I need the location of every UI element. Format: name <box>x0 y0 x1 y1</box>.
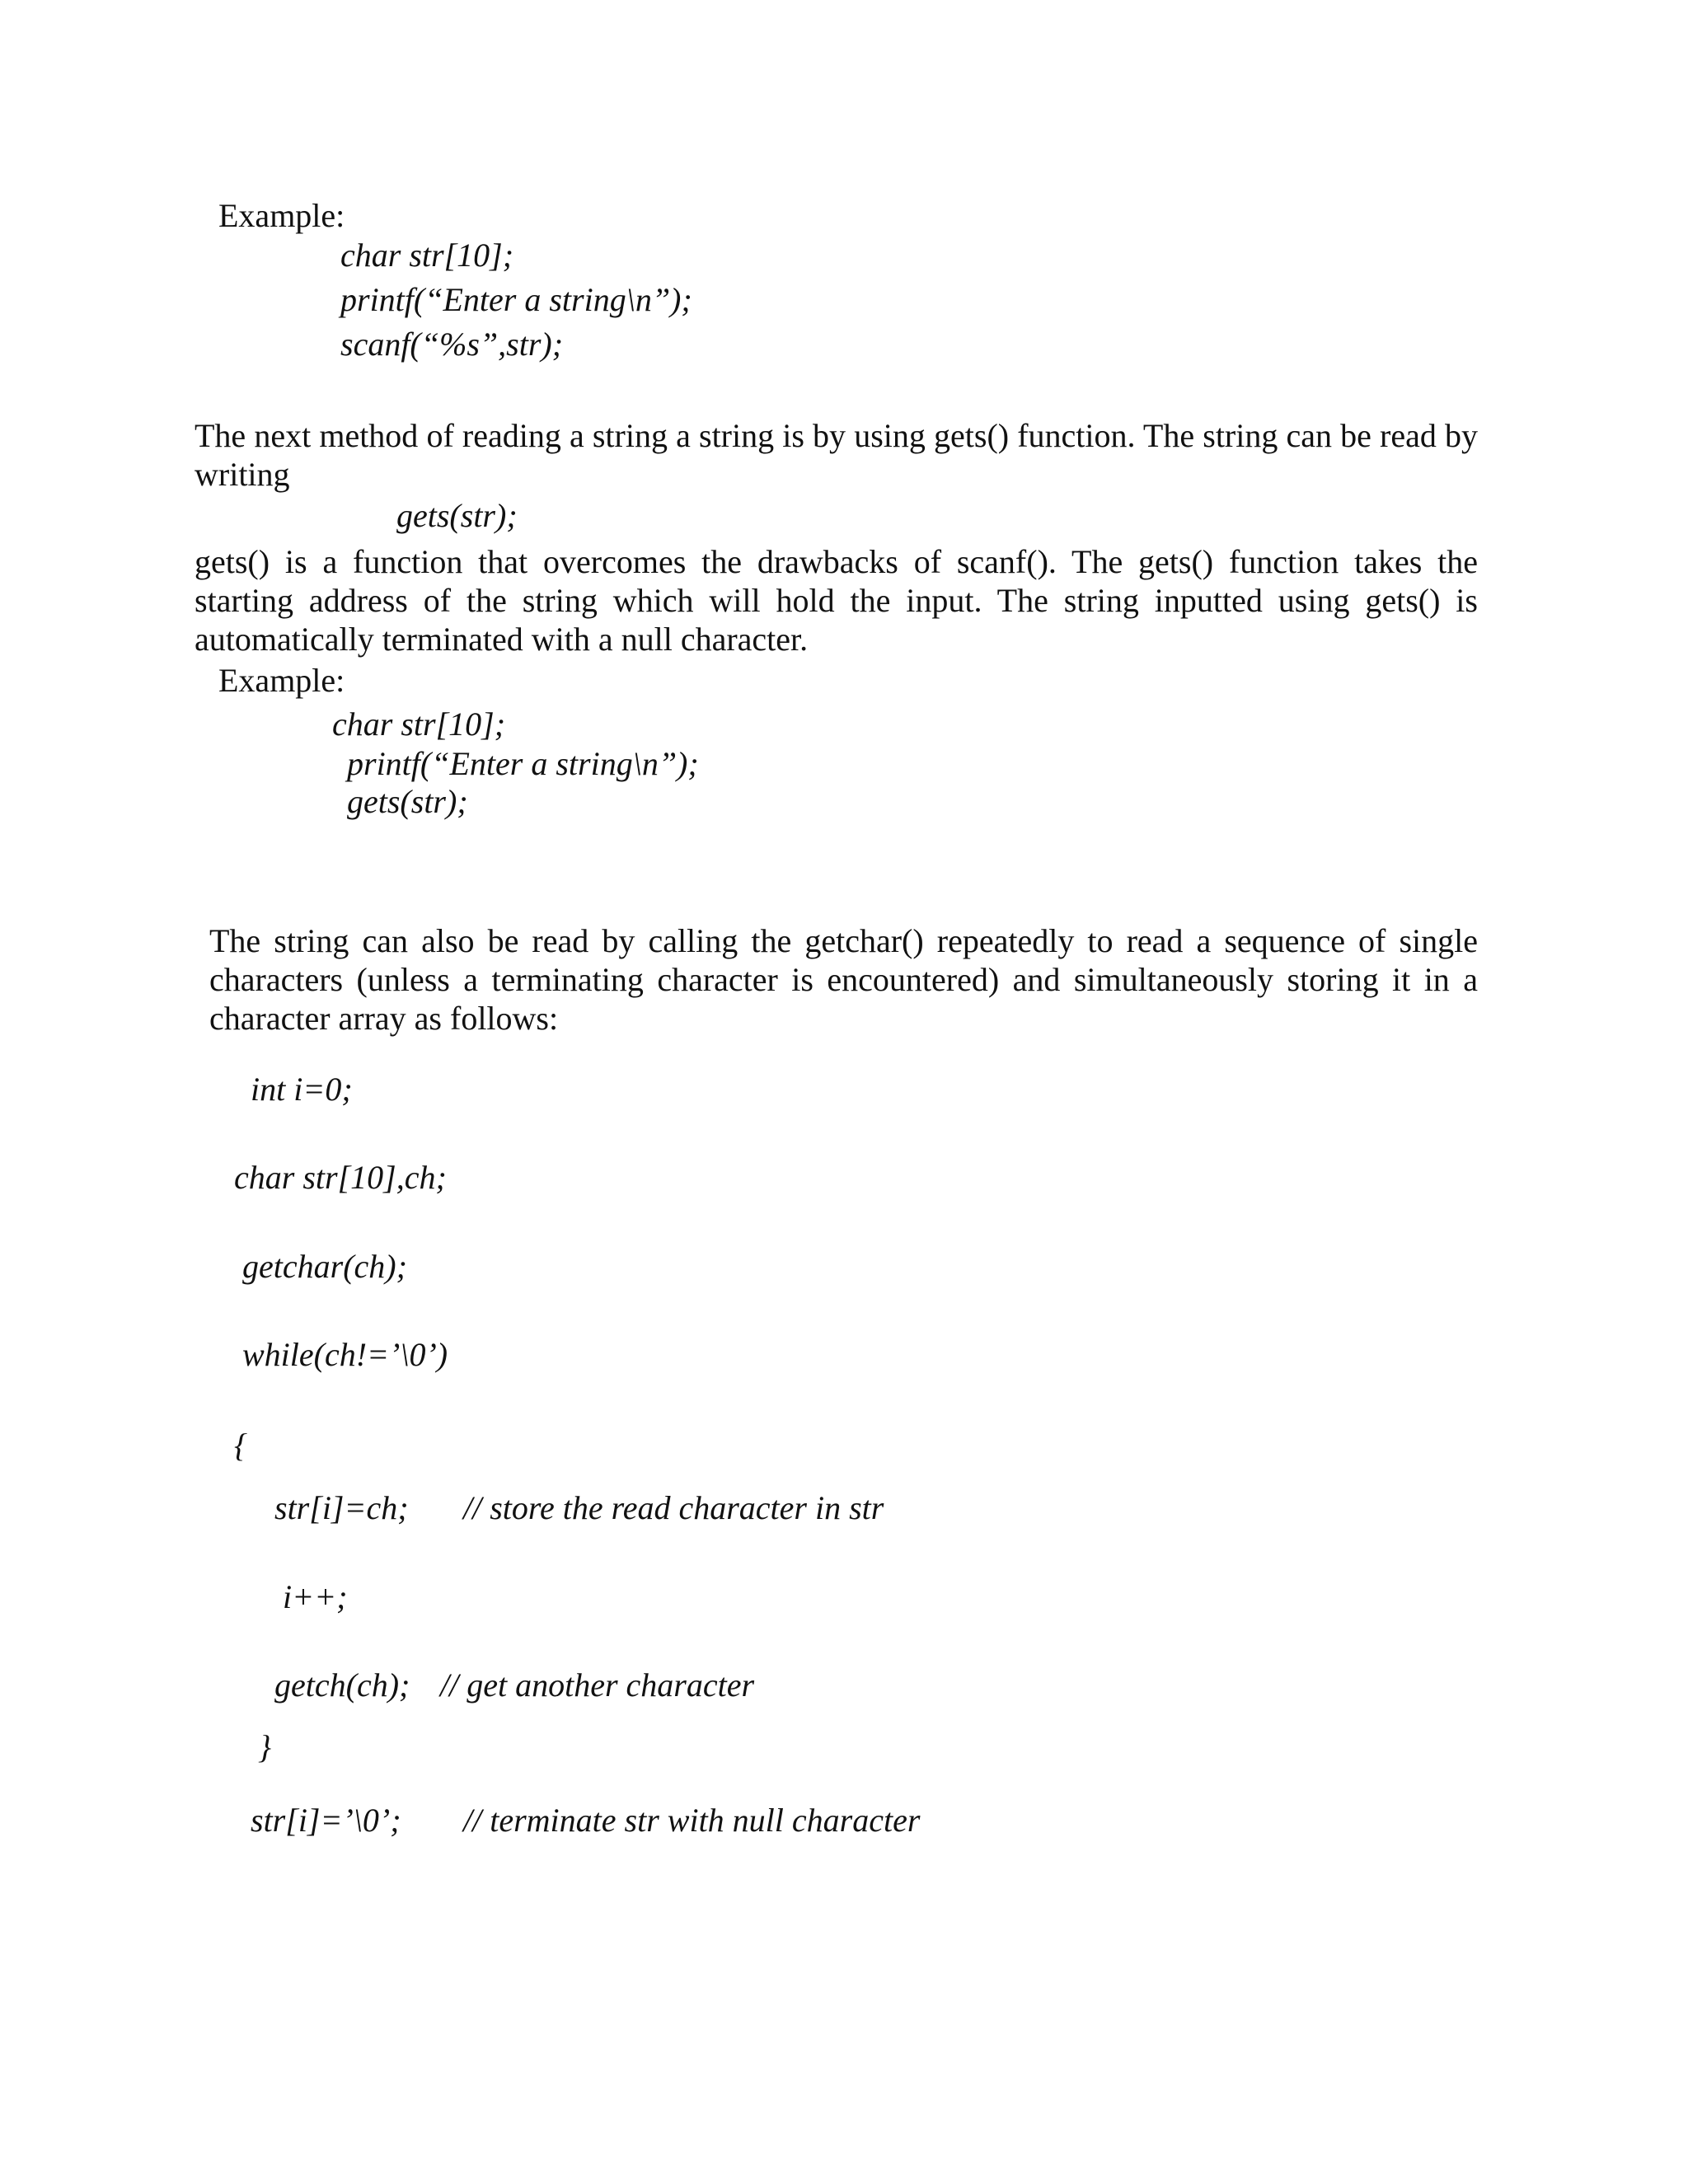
code-line-gets: gets(str); <box>396 497 518 534</box>
code-close-brace: } <box>258 1728 271 1765</box>
code-line-getchar: getchar(ch); <box>242 1248 407 1285</box>
paragraph-getchar <box>209 921 1478 1038</box>
paragraph-line: The string can also be read by calling the getchar() repeatedly to read a sequence of single <box>209 922 1478 959</box>
code-line-increment: i++; <box>283 1578 348 1615</box>
paragraph-line: automatically terminated with a null character. <box>195 621 809 658</box>
paragraph-line: gets() is a function that overcomes the drawbacks of scanf(). The gets() function takes the <box>195 543 1478 580</box>
code-comment-getch: // get another character <box>440 1666 755 1704</box>
code-line-printf: printf(“Enter a string\n”); <box>347 745 699 782</box>
paragraph-line: character array as follows: <box>209 1000 559 1037</box>
code-line-scanf: scanf(“%s”,str); <box>340 326 564 363</box>
paragraph-line: writing <box>195 456 290 493</box>
code-line-char-str-ch: char str[10],ch; <box>234 1159 447 1196</box>
code-comment-terminate: // terminate str with null character <box>463 1802 921 1839</box>
code-line-int: int i=0; <box>251 1071 353 1108</box>
example-label-2: Example: <box>218 662 345 699</box>
paragraph-line: The next method of reading a string a string is by using gets() function. The string can be read by <box>195 417 1478 454</box>
example-label-1: Example: <box>218 197 345 234</box>
paragraph-gets-description <box>195 542 1478 658</box>
code-line-getch: getch(ch); <box>274 1666 410 1704</box>
code-line-char-str: char str[10]; <box>332 705 506 743</box>
paragraph-gets-intro <box>195 416 1478 494</box>
code-line-terminate: str[i]=’\0’; <box>251 1802 401 1839</box>
code-line-gets: gets(str); <box>347 783 468 820</box>
code-line-store: str[i]=ch; <box>274 1489 409 1526</box>
code-line-while: while(ch!=’\0’) <box>242 1336 448 1373</box>
code-line-printf: printf(“Enter a string\n”); <box>340 281 692 318</box>
paragraph-line: starting address of the string which will hold the input. The string inputted using gets() is <box>195 582 1478 619</box>
code-line-char-str: char str[10]; <box>340 237 514 274</box>
paragraph-line: characters (unless a terminating character is encountered) and simultaneously storing it in a <box>209 961 1478 998</box>
code-open-brace: { <box>234 1427 247 1464</box>
code-comment-store: // store the read character in str <box>463 1489 884 1526</box>
